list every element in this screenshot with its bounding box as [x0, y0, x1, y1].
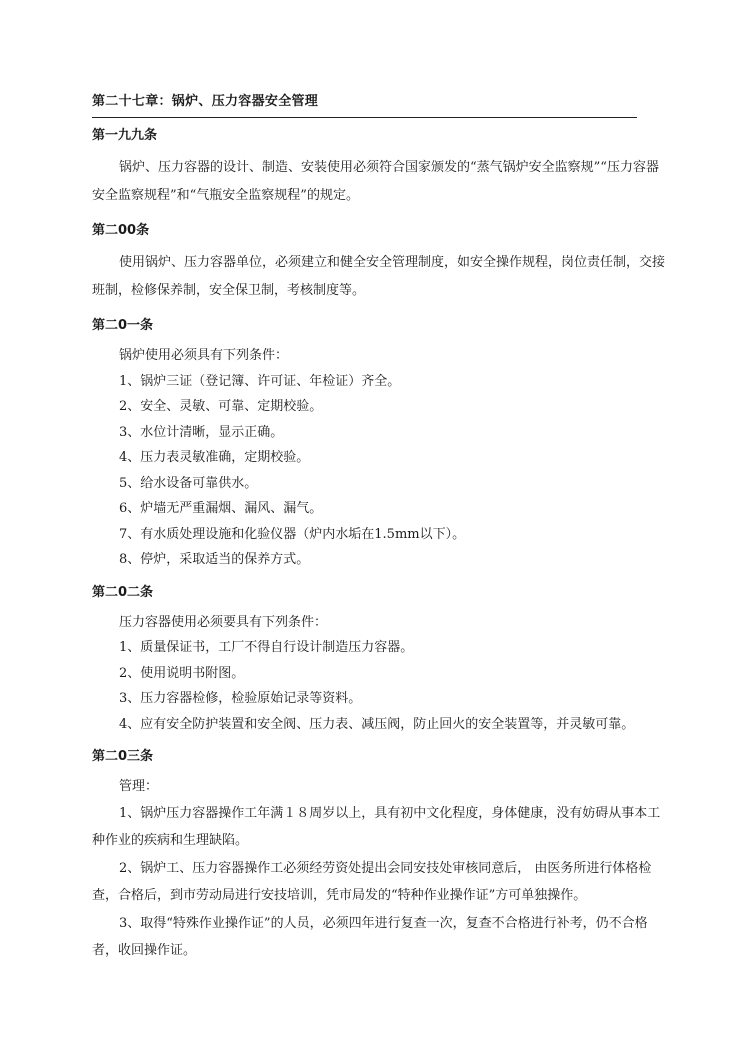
list-item: 1、锅炉三证（登记簿、许可证、年检证）齐全。	[119, 373, 401, 389]
article-heading-201: 第二0一条	[92, 318, 154, 333]
article-203-paragraph: 2、锅炉工、压力容器操作工必须经劳资处提出会同安技处审核同意后， 由医务所进行体格检查，合格后，到市劳动局进行安技培训，凭市局发的“特种作业操作证”方可单独操作。	[92, 860, 652, 903]
list-item: 3、水位计清晰，显示正确。	[119, 424, 284, 440]
chapter-title: 第二十七章：锅炉、压力容器安全管理	[92, 94, 319, 109]
list-item: 6、炉墙无严重漏烟、漏风、漏气。	[119, 501, 323, 516]
list-item: 2、使用说明书附图。	[119, 665, 245, 681]
article-heading-199: 第一九九条	[92, 128, 158, 143]
article-203-paragraph: 3、取得“特殊作业操作证”的人员，必须四年进行复查一次，复查不合格进行补考，仍不合格者，收回操作证。	[92, 915, 648, 958]
article-201-intro: 锅炉使用必须具有下列条件：	[119, 348, 289, 363]
article-202-intro: 压力容器使用必须要具有下列条件：	[119, 614, 328, 630]
article-199-paragraph: 锅炉、压力容器的设计、制造、安装使用必须符合国家颁发的“蒸气锅炉安全监察规”“压力容器安全监察规程”和“气瓶安全监察规程”的规定。	[92, 160, 659, 203]
list-item: 3、压力容器检修，检验原始记录等资料。	[119, 691, 362, 706]
list-item: 5、给水设备可靠供水。	[119, 475, 258, 491]
article-heading-203: 第二0三条	[92, 749, 154, 764]
header-divider	[92, 117, 637, 118]
list-item: 1、质量保证书，工厂不得自行设计制造压力容器。	[119, 640, 414, 655]
list-item: 8、停炉，采取适当的保养方式。	[119, 552, 310, 567]
article-heading-200: 第二00条	[92, 223, 150, 238]
list-item: 7、有水质处理设施和化验仪器（炉内水垢在1.5mm以下）。	[119, 526, 466, 542]
list-item: 4、压力表灵敏准确，定期校验。	[119, 450, 310, 465]
document-body	[92, 126, 665, 965]
article-200-paragraph: 使用锅炉、压力容器单位，必须建立和健全安全管理制度，如安全操作规程，岗位责任制，交接班制，检修保养制，安全保卫制，考核制度等。	[92, 255, 666, 298]
article-203-intro: 管理：	[119, 779, 159, 794]
list-item: 2、安全、灵敏、可靠、定期校验。	[119, 399, 323, 414]
list-item: 4、应有安全防护装置和安全阀、压力表、减压阀，防止回火的安全装置等，并灵敏可靠。	[119, 716, 635, 732]
article-203-paragraph: 1、锅炉压力容器操作工年满１８周岁以上，具有初中文化程度，身体健康，没有妨碍从事本工种作业的疾病和生理缺陷。	[92, 805, 661, 848]
article-heading-202: 第二0二条	[92, 584, 154, 600]
